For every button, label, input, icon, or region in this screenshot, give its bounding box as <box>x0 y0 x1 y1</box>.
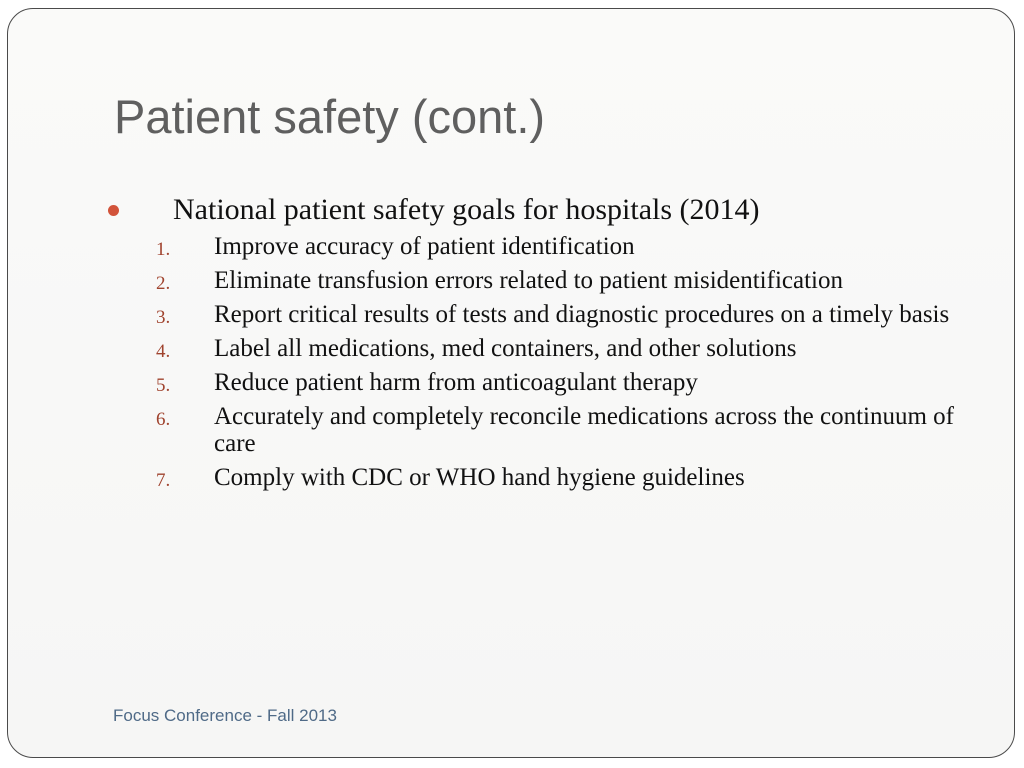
list-item-number: 6. <box>156 409 171 430</box>
list-item <box>156 267 956 294</box>
list-item-number: 3. <box>156 307 171 328</box>
list-item-number: 5. <box>156 375 171 396</box>
list-item <box>156 335 956 362</box>
list-item <box>156 464 956 491</box>
list-item-text: Reduce patient harm from anticoagulant therapy <box>214 369 698 396</box>
list-item-text: Comply with CDC or WHO hand hygiene guidelines <box>214 464 745 491</box>
main-bullet-text: National patient safety goals for hospitals (2014) <box>173 193 760 226</box>
list-item-text: Accurately and completely reconcile medications across the continuum of care <box>214 403 955 457</box>
list-item-number: 1. <box>156 239 171 260</box>
slide-frame <box>7 8 1015 758</box>
list-item <box>156 403 956 457</box>
safety-goals-list <box>156 233 956 498</box>
bullet-dot-icon <box>108 205 119 216</box>
list-item-text: Improve accuracy of patient identification <box>214 233 635 260</box>
list-item <box>156 369 956 396</box>
list-item-number: 7. <box>156 470 171 491</box>
list-item-text: Label all medications, med containers, and other solutions <box>214 335 797 362</box>
list-item-number: 2. <box>156 273 171 294</box>
list-item-text: Eliminate transfusion errors related to patient misidentification <box>214 267 843 294</box>
list-item <box>156 233 956 260</box>
list-item-text: Report critical results of tests and diagnostic procedures on a timely basis <box>214 301 950 328</box>
slide-footer: Focus Conference - Fall 2013 <box>113 706 337 725</box>
list-item <box>156 301 956 328</box>
slide-title: Patient safety (cont.) <box>114 90 546 143</box>
list-item-number: 4. <box>156 341 171 362</box>
